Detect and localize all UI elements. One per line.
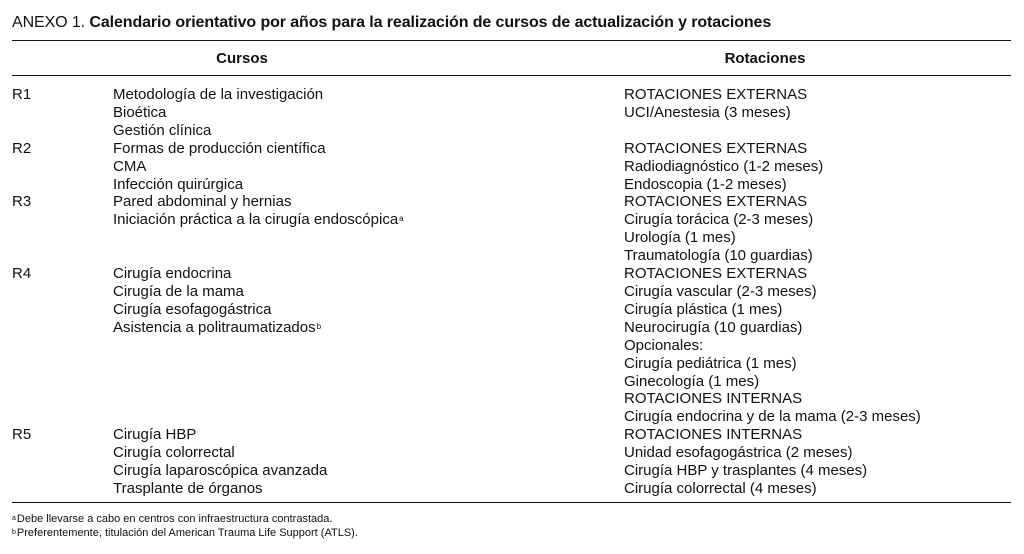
course-item bbox=[113, 283, 624, 301]
footnote bbox=[12, 513, 358, 527]
course-text: Bioética bbox=[113, 103, 167, 121]
course-text: CMA bbox=[113, 157, 147, 175]
table-title bbox=[12, 14, 771, 32]
course-item bbox=[113, 176, 624, 194]
rotation-item: Unidad esofagogástrica (2 meses) bbox=[624, 444, 853, 462]
course-item bbox=[113, 86, 624, 104]
table-row bbox=[12, 140, 1011, 194]
bottom-rule bbox=[12, 502, 1011, 503]
course-text: Asistencia a politraumatizados bbox=[113, 318, 316, 336]
footnote-text: Preferentemente, titulación del American Trauma Life Support (ATLS). bbox=[16, 526, 358, 539]
course-item bbox=[113, 193, 624, 211]
course-text: Pared abdominal y hernias bbox=[113, 193, 292, 211]
header-rotaciones: Rotaciones bbox=[724, 50, 806, 67]
footnotes bbox=[12, 513, 358, 540]
footnote bbox=[12, 527, 358, 541]
rotation-item: ROTACIONES INTERNAS bbox=[624, 426, 803, 444]
rotation-item: ROTACIONES EXTERNAS bbox=[624, 193, 808, 211]
course-item bbox=[113, 444, 624, 462]
rotation-list bbox=[624, 265, 1011, 426]
header-rule bbox=[12, 75, 1011, 76]
rotation-item: Opcionales: bbox=[624, 336, 704, 354]
row-code: R4 bbox=[12, 265, 32, 283]
course-item bbox=[113, 426, 624, 444]
course-text: Cirugía esofagogástrica bbox=[113, 300, 272, 318]
course-item bbox=[113, 140, 624, 158]
table-row bbox=[12, 193, 1011, 265]
row-code: R5 bbox=[12, 426, 32, 444]
rotation-item: Traumatología (10 guardias) bbox=[624, 247, 813, 265]
course-item bbox=[113, 319, 624, 337]
course-list bbox=[113, 86, 624, 140]
rotation-item: Ginecología (1 mes) bbox=[624, 372, 760, 390]
row-code: R2 bbox=[12, 139, 32, 157]
course-item bbox=[113, 158, 624, 176]
course-text: Trasplante de órganos bbox=[113, 479, 263, 497]
course-text: Cirugía colorrectal bbox=[113, 444, 235, 462]
row-code: R3 bbox=[12, 193, 32, 211]
header-cursos: Cursos bbox=[216, 50, 268, 67]
course-item bbox=[113, 301, 624, 319]
course-text: Cirugía laparoscópica avanzada bbox=[113, 462, 328, 480]
row-code: R1 bbox=[12, 86, 32, 103]
title-prefix: ANEXO 1. bbox=[12, 14, 86, 31]
rotation-item: Endoscopia (1-2 meses) bbox=[624, 175, 787, 193]
rotation-item: Cirugía plástica (1 mes) bbox=[624, 300, 783, 318]
title-text: Calendario orientativo por años para la realización de cursos de actualización y rotaciones bbox=[89, 14, 772, 31]
rotation-item: ROTACIONES EXTERNAS bbox=[624, 86, 808, 103]
table-row bbox=[12, 86, 1011, 140]
course-text: Iniciación práctica a la cirugía endoscópica bbox=[113, 211, 399, 229]
footnote-marker: a bbox=[399, 214, 404, 224]
course-item bbox=[113, 462, 624, 480]
course-list bbox=[113, 265, 624, 426]
rotation-item: ROTACIONES EXTERNAS bbox=[624, 139, 808, 157]
course-text: Metodología de la investigación bbox=[113, 86, 324, 103]
course-list bbox=[113, 140, 624, 194]
rotation-item: Cirugía torácica (2-3 meses) bbox=[624, 211, 814, 229]
course-list bbox=[113, 426, 624, 498]
rotation-item: Neurocirugía (10 guardias) bbox=[624, 318, 803, 336]
course-text: Cirugía endocrina bbox=[113, 265, 232, 283]
table-row bbox=[12, 265, 1011, 426]
course-item bbox=[113, 122, 624, 140]
rotation-item: UCI/Anestesia (3 meses) bbox=[624, 103, 791, 121]
course-text: Formas de producción científica bbox=[113, 139, 326, 157]
footnote-marker: b bbox=[316, 321, 322, 331]
rotation-item: Radiodiagnóstico (1-2 meses) bbox=[624, 157, 824, 175]
top-rule bbox=[12, 40, 1011, 41]
rotation-item: Cirugía HBP y trasplantes (4 meses) bbox=[624, 462, 868, 480]
course-text: Cirugía de la mama bbox=[113, 282, 244, 300]
rotation-item: ROTACIONES EXTERNAS bbox=[624, 265, 808, 283]
rotation-item: Cirugía endocrina y de la mama (2-3 meses) bbox=[624, 408, 921, 426]
rotation-item: Cirugía colorrectal (4 meses) bbox=[624, 479, 817, 497]
course-list bbox=[113, 193, 624, 265]
course-item bbox=[113, 265, 624, 283]
rotation-list bbox=[624, 86, 1011, 140]
course-text: Cirugía HBP bbox=[113, 426, 197, 444]
rotation-item: ROTACIONES INTERNAS bbox=[624, 390, 803, 408]
table-body bbox=[12, 86, 1011, 498]
rotation-list bbox=[624, 193, 1011, 265]
rotation-item: Cirugía pediátrica (1 mes) bbox=[624, 354, 797, 372]
course-text: Infección quirúrgica bbox=[113, 175, 244, 193]
course-item bbox=[113, 480, 624, 498]
course-item bbox=[113, 104, 624, 122]
footnote-mark: b bbox=[12, 528, 16, 536]
table-row bbox=[12, 426, 1011, 498]
rotation-item: Cirugía vascular (2-3 meses) bbox=[624, 282, 817, 300]
footnote-text: Debe llevarse a cabo en centros con infraestructura contrastada. bbox=[16, 513, 333, 525]
rotation-list bbox=[624, 140, 1011, 194]
rotation-item: Urología (1 mes) bbox=[624, 229, 736, 247]
course-text: Gestión clínica bbox=[113, 121, 212, 139]
course-item bbox=[113, 211, 624, 229]
rotation-list bbox=[624, 426, 1011, 498]
footnote-mark: a bbox=[12, 515, 16, 522]
